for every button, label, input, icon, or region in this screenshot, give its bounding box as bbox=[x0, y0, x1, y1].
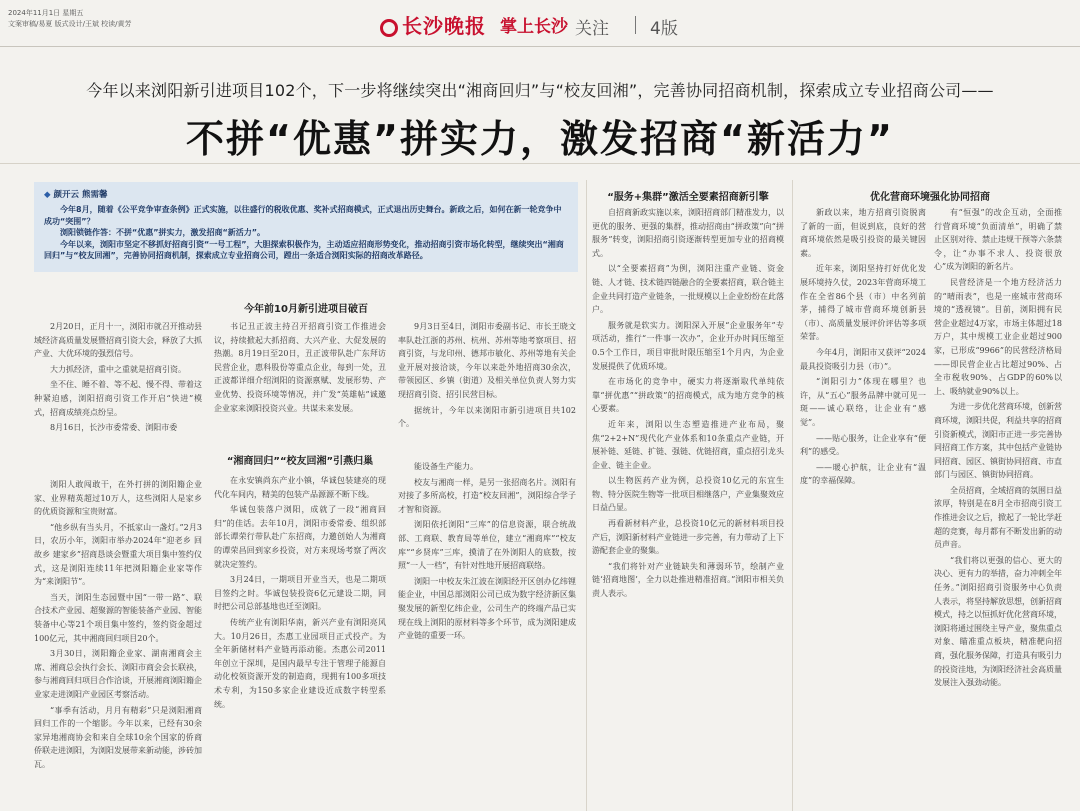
body-paragraph: 今年4月，浏阳市又获评“2024最具投资吸引力县（市）”。 bbox=[800, 347, 926, 371]
body-paragraph: 自招商新政实施以来，浏阳招商部门精准发力，以更优的服务、更强的集群，推动招商由“拼政策”向“拼服务”转变，浏阳招商引资逐渐转型更加专业的招商模式。 bbox=[592, 208, 784, 258]
column-1b bbox=[34, 478, 202, 808]
column-3b bbox=[398, 460, 576, 808]
body-paragraph: 大力抓经济，重中之重就是招商引资。 bbox=[50, 364, 186, 374]
body-paragraph: ——贴心服务，让企业享有“便利”的感受。 bbox=[800, 433, 926, 457]
column-2a bbox=[214, 320, 386, 450]
byline bbox=[44, 188, 568, 200]
byline-text: 颜开云 熊需馨 bbox=[53, 190, 108, 200]
body-paragraph: 能设备生产能力。 bbox=[414, 462, 478, 471]
column-divider bbox=[586, 180, 587, 811]
lead-box bbox=[34, 182, 578, 272]
lead-paragraph: 今年8月，随着《公平竞争审查条例》正式实施，以往盛行的税收优惠、奖补式招商模式，正式退出历史舞台。新政之后，如何在新一轮竞争中成功“突围”？ bbox=[44, 205, 562, 226]
body-paragraph: 当天，浏阳生态园暨中国“一带一路”、联合技术产业园、超聚源的智能装备产业园、智能装备中心等21个项目集中签约，签约资金超过100亿元，其中湘商回归项目20个。 bbox=[34, 592, 202, 643]
editors-line: 文案审稿/易夏 版式设计/王斌 校读/黄芳 bbox=[8, 20, 132, 28]
column-6 bbox=[934, 206, 1062, 808]
body-paragraph: 以“全要素招商”为例，浏阳注重产业链、资金链、人才链、技术链四链融合的全要素招商，联合链主企业共同打造产业链条，一批规模以上企业纷纷在此落户。 bbox=[592, 264, 784, 315]
body-paragraph: 有“恒强”的改企互动，全面推行营商环境“负面清单”，明确了禁止区别对待、禁止违规干预等六条禁令，让“办事不求人、投资很放心”成为浏阳的新名片。 bbox=[934, 208, 1062, 272]
column-5 bbox=[800, 206, 926, 808]
logo-ring-icon bbox=[380, 19, 398, 37]
app-logo: 掌上长沙 bbox=[500, 17, 568, 37]
column-3a bbox=[398, 320, 576, 450]
body-paragraph: 再看新材料产业，总投资10亿元的新材料项目投产后，浏阳新材料产业链进一步完善，有力带动了上下游配套企业的聚集。 bbox=[592, 519, 784, 556]
body-paragraph: 华诚包装落户浏阳，成就了一段“湘商回归”的佳话。去年10月，浏阳市委常委、组织部部长谭荣行带队赴广东招商，力邀创始人为湘商的谭荣昌回到家乡投资，对方来现场考察了两次就决定签约。 bbox=[214, 505, 386, 569]
body-paragraph: 3月24日，一期项目开业当天，也是二期项目签约之时。华诚包装投资6亿元建设二期，同时把公司总部基地也迁至浏阳。 bbox=[214, 575, 386, 612]
body-paragraph: 全员招商，全域招商的氛围日益浓厚，特别是在8月全市招商引资工作推进会议之后，掀起了一轮比学赶超的竞赛，每月都有不断发出新的动员声音。 bbox=[934, 485, 1062, 550]
column-2b bbox=[214, 474, 386, 808]
section-heading-3: “服务+集群”激活全要素招商新引擎 bbox=[607, 192, 769, 203]
page-number: 4版 bbox=[650, 19, 678, 39]
body-paragraph: 民营经济是一个地方经济活力的“晴雨表”，也是一座城市营商环境的“透视镜”。目前，浏阳拥有民营企业超过4万家，市场主体超过18万户，其中规模工业企业超过900家，已形成“9966”的民营经济格局——即民营企业占比超过90%、占全市税收90%、占GDP的60%以上、吸纳就业90%以上。 bbox=[934, 277, 1062, 396]
body-paragraph: 据统计，今年以来浏阳市新引进项目共102个。 bbox=[398, 405, 576, 429]
section-heading-1: 今年前10月新引进项目破百 bbox=[244, 304, 368, 315]
body-paragraph: 坐不住、睡不着、等不起、慢不得、带着这种紧迫感，浏阳招商引资工作开启“快进”模式，招商成绩亮点纷呈。 bbox=[34, 380, 202, 417]
issue-meta bbox=[8, 8, 132, 30]
body-paragraph: 2月20日，正月十一，浏阳市就召开推动县域经济高质量发展暨招商引资大会，释放了大抓产业、大优环境的强烈信号。 bbox=[34, 322, 202, 359]
body-paragraph: ——暖心护航，让企业有“温度”的幸福保障。 bbox=[800, 462, 926, 486]
issue-date: 2024年11月1日 星期五 bbox=[8, 9, 84, 17]
lead-paragraph: 今年以来，浏阳市坚定不移抓好招商引资“一号工程”，大胆探索积极作为，主动适应招商形势变化，推动招商引资市场化转型，继续突出“湘商回归”与“校友回湘”，完善协同招商机制，探索成立专业招商公司，蹚出一条适合浏阳实际的招商改革路径。 bbox=[44, 239, 564, 260]
body-paragraph: 新政以来，地方招商引资脱离了新的一面，但说到底，良好的营商环境依然是吸引投资的最关键因素。 bbox=[800, 208, 926, 258]
body-paragraph: 在永安镇尚东产业小镇，华诚包装建亮的现代化车间内，精美的包装产品源源不断下线。 bbox=[214, 476, 386, 499]
masthead-divider bbox=[635, 16, 636, 34]
section-heading-2: “湘商回归”“校友回湘”引燕归巢 bbox=[226, 456, 374, 467]
logo-text: 长沙晚报 bbox=[402, 14, 486, 38]
section-name: 关注 bbox=[575, 19, 609, 39]
body-paragraph: 浏阳依托浏阳“三库”的信息资源，联合统战部、工商联、教育局等单位，建立“湘商库”“校友库”“乡贤库”三库，摸清了在外浏阳人的底数，按照“一人一档”，有针对性地开展招商联络。 bbox=[398, 520, 576, 571]
column-divider bbox=[792, 180, 793, 811]
body-paragraph: “我们将针对产业链缺失和薄弱环节，绘制产业链‘招商地图’，全力以赴推进精准招商。”浏阳市相关负责人表示。 bbox=[592, 561, 784, 599]
byline-marker-icon: ◆ bbox=[44, 190, 51, 200]
body-paragraph: 校友与湘商一样，是另一张招商名片。浏阳有对接了多所高校，打造“校友回湘”，浏阳综合学子才智和资源。 bbox=[398, 477, 576, 514]
masthead-rule bbox=[0, 46, 1080, 47]
masthead bbox=[0, 0, 1080, 48]
body-paragraph: 传统产业有浏阳华南，新兴产业有浏阳亮风大。10月26日，杰惠工业园项目正式投产。为全年新储材料产业链再添动能。杰惠公司2011年创立于深圳，是国内最早专注于管理子能源自动化校领资源开发的制造商，现拥有100多项技术专利，为150多家企业建设近成数字转型系统。 bbox=[214, 617, 386, 709]
body-paragraph: 在市场化的竞争中，硬实力将逐渐取代单纯依靠“拼优惠”“拼政策”的招商模式，成为地方竞争的核心要素。 bbox=[592, 377, 784, 414]
lead-paragraph: 浏阳锁链作答：不拼“优惠”拼实力，激发招商“新活力”。 bbox=[60, 228, 266, 237]
body-paragraph: 书记丑正波主持召开招商引资工作推进会议，持续掀起大抓招商、大兴产业、大促发展的热潮。8月19日至20日，丑正波带队赴广东拜访民营企业，惠科股份等重点企业，每到一处，丑正波都详细介绍浏阳的资源禀赋、发展形势、产业优势、投资环境等情况，并广发“英雄帖”诚邀企业家来浏阳投资兴业。共谋未来发展。 bbox=[214, 322, 386, 413]
body-paragraph: “浏阳引力”体现在哪里？也许，从“五心”服务品牌中就可见一斑——诚心联络，让企业有“感觉”。 bbox=[800, 377, 926, 427]
body-paragraph: 浏阳一中校友朱江波在浏阳经开区创办亿纬锂能企业，中国总部浏阳公司已成为数字经济新区集聚发展的新型亿纬企业，公司生产的终端产品已实现在线上浏阳的原材料等多个环节，成为浏阳建成产业链的重要一环。 bbox=[398, 576, 576, 641]
body-paragraph: 浏阳人敢闯敢干，在外打拼的浏阳籍企业家、业界精英超过10万人，这些浏阳人是家乡的优质资源和宝贵财富。 bbox=[34, 480, 202, 517]
body-paragraph: “我们将以更强的信心、更大的决心、更有力的举措，奋力冲刺全年任务。”浏阳招商引资服务中心负责人表示，将坚持解放思想，创新招商模式，持之以恒抓好优化营商环境，浏阳将通过围绕主导产业，聚焦重点对象、瞄准重点板块，精准靶向招商，强化服务保障，打造具有吸引力的投资洼地，为浏阳经济社会高质量发展注入强劲动能。 bbox=[934, 555, 1062, 688]
body-paragraph: 服务就是软实力。浏阳深入开展“企业服务年”专项活动，推行“一件事一次办”，企业开办时间压缩至0.5个工作日，项目审批时限压缩至1个月内，为企业发展提供了优质环境。 bbox=[592, 320, 784, 371]
body-paragraph: 8月16日，长沙市委常委、浏阳市委 bbox=[50, 423, 178, 433]
body-paragraph: 3月30日，浏阳籍企业家、湖南湘商会主席、湘商总会执行会长、浏阳市商会会长联袂，参与湘商回归项目合作洽谈，开展湘商浏阳籍企业家走进浏阳产业园区考察活动。 bbox=[34, 649, 202, 699]
headline-rule bbox=[0, 163, 1080, 164]
article-subhead: 今年以来浏阳新引进项目102个，下一步将继续突出“湘商回归”与“校友回湘”，完善协同招商机制，探索成立专业招商公司—— bbox=[86, 81, 994, 100]
column-1a bbox=[34, 320, 202, 468]
article-headline: 不拼“优惠”拼实力，激发招商“新活力” bbox=[186, 117, 894, 161]
body-paragraph: 9月3日至4日，浏阳市委副书记、市长王晓文率队赴江浙的苏州、杭州、苏州等地考察项目、招商引资，与龙印州、德邦市敏化、苏州等地有关企业开展对接洽谈，今年以来赴外地招商30余次，带领园区、乡镇（街道）及相关单位负责人努力实现招商引资、招引民营目标。 bbox=[398, 322, 576, 399]
section-heading-4: 优化营商环境强化协同招商 bbox=[870, 192, 990, 203]
body-paragraph: 近年来，浏阳坚持打好优化发展环境持久仗，2023年营商环境工作在全省86个县（市）中名列前茅，捕得了城市营商环境创新县（市）、高质量发展评价评估等多项荣誉。 bbox=[800, 264, 926, 342]
column-4 bbox=[592, 206, 784, 808]
newspaper-logo bbox=[380, 10, 486, 39]
body-paragraph: 以生物医药产业为例，总投资10亿元的东宜生物、特分医院生物等一批项目相继落户，产业集聚效应日益凸显。 bbox=[592, 476, 784, 513]
body-paragraph: 近年来，浏阳以生态塑造推进产业布局，聚焦“2+2+N”现代化产业体系和10条重点产业链，开展补链、延链、扩链、强链、优链招商，重点招引龙头企业、链主企业。 bbox=[592, 419, 784, 470]
body-paragraph: 为进一步优化营商环境，创新营商环境，浏阳共促，利益共享的招商引资新模式，浏阳市正进一步完善协同招商工作方案，其中包括产业链协同招商、园区、镇街协同招商、市直部门与园区、镇街协同招商。 bbox=[934, 402, 1062, 480]
body-paragraph: “事季有活动，月月有精彩”只是浏阳湘商回归工作的一个缩影。今年以来，已经有30余家异地湘商协会和来自全球10余个国家的侨商侨联走进浏阳，为浏阳发展带来新动能，涉砖加瓦。 bbox=[34, 705, 202, 769]
body-paragraph: “他乡纵有当头月，不抵家山一盏灯。”2月3日，农历小年，浏阳市举办2024年“迎老乡 回故乡 建家乡”招商恳谈会暨重大项目集中签约仪式，这是浏阳连续11年把浏阳籍企业家等作为“来浏阳节”。 bbox=[34, 522, 202, 587]
